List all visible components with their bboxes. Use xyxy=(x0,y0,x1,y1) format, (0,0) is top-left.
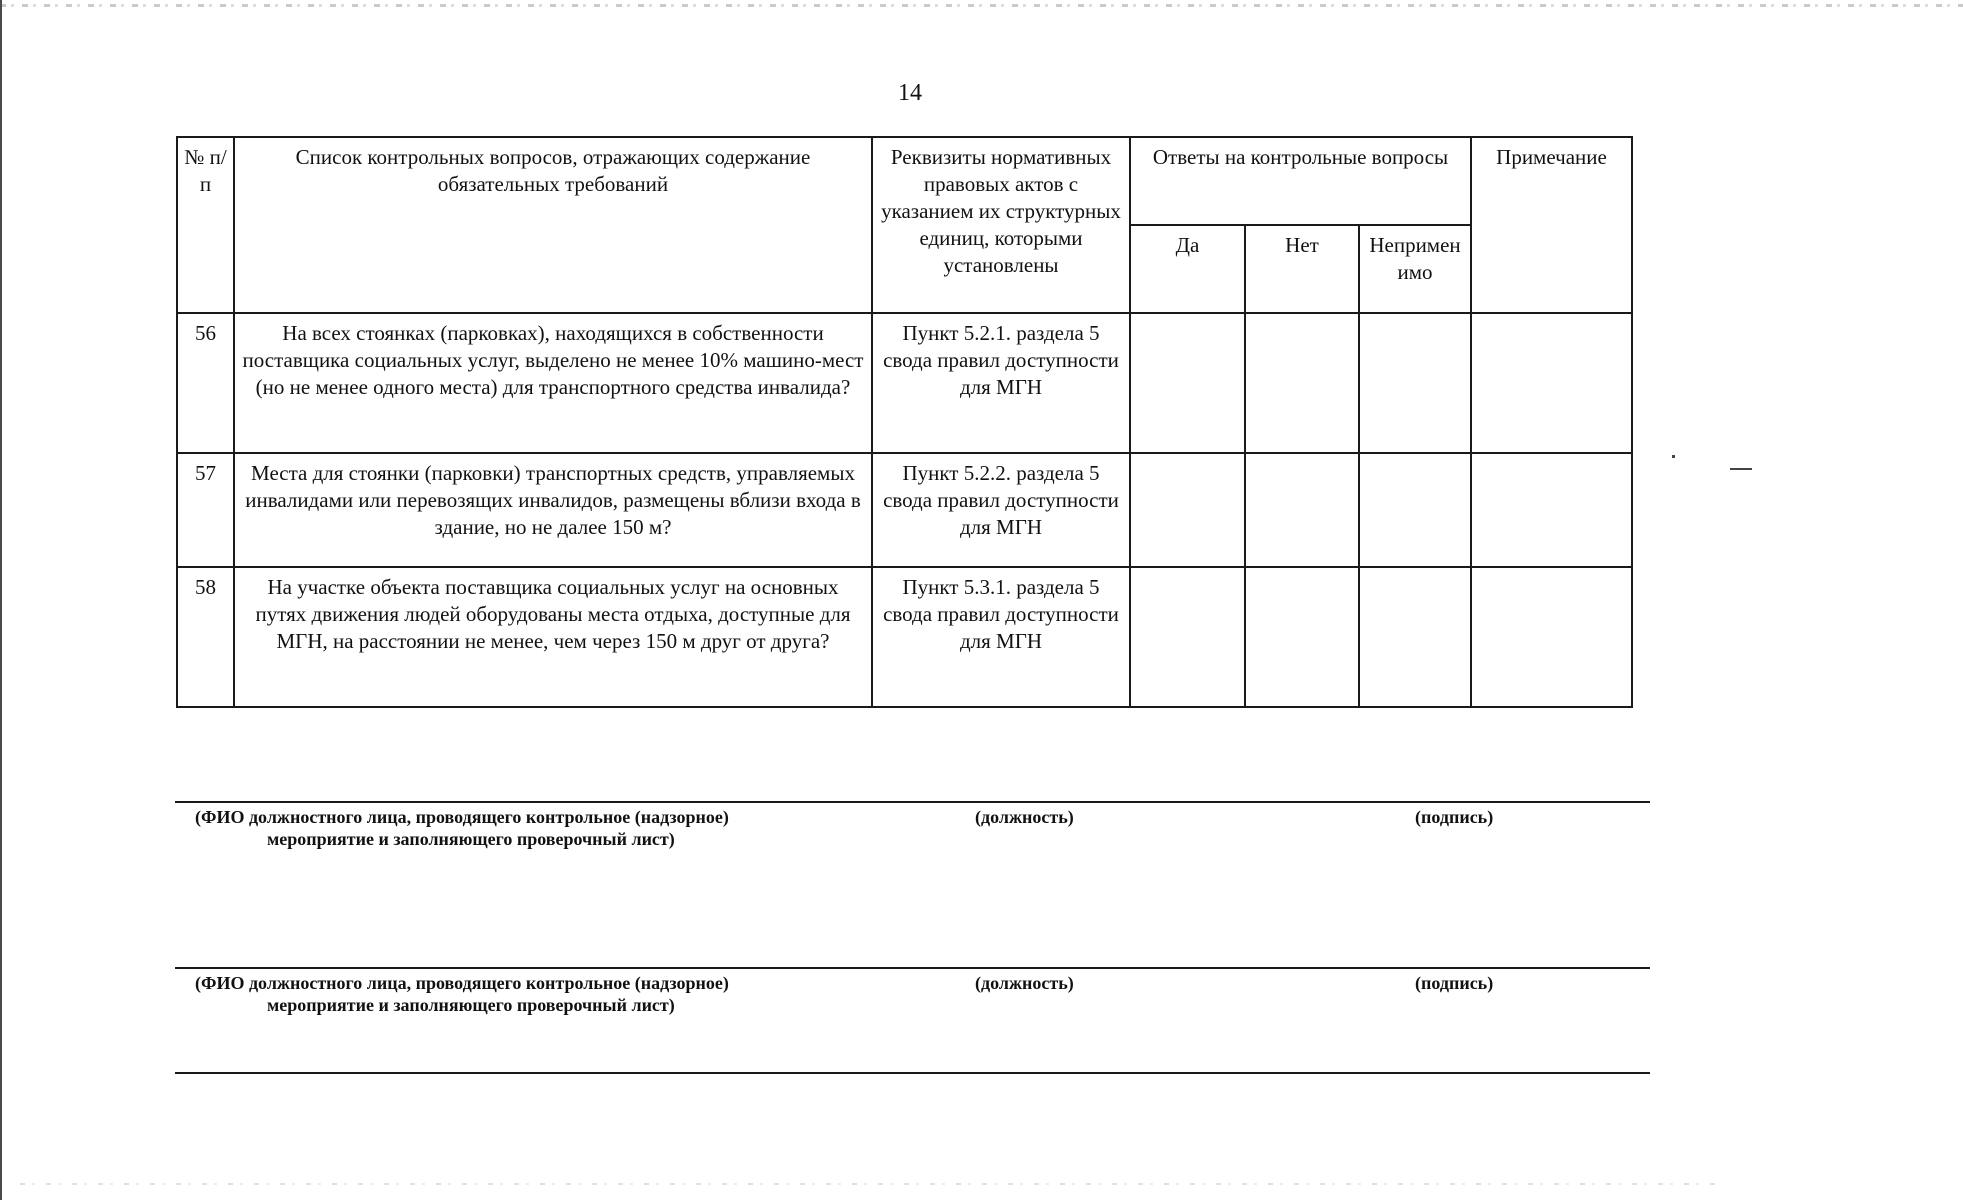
answer-yes-cell[interactable] xyxy=(1130,453,1245,567)
table-row xyxy=(177,567,1632,707)
signature-name-line1: (ФИО должностного лица, проводящего контрольное (надзорное) xyxy=(195,807,729,827)
answer-yes-cell[interactable] xyxy=(1130,313,1245,453)
answer-yes-cell[interactable] xyxy=(1130,567,1245,707)
scan-speck xyxy=(1672,455,1675,458)
table-row xyxy=(177,313,1632,453)
note-cell[interactable] xyxy=(1471,567,1632,707)
signature-line xyxy=(175,967,1650,969)
page-number: 14 xyxy=(898,80,922,106)
header-answers: Ответы на контрольные вопросы xyxy=(1130,137,1471,225)
row-requisite: Пункт 5.3.1. раздела 5 свода правил доступности для МГН xyxy=(872,567,1130,707)
scan-edge-left xyxy=(0,0,2,1200)
row-number: 58 xyxy=(177,567,234,707)
header-answer-yes: Да xyxy=(1130,225,1245,313)
answer-no-cell[interactable] xyxy=(1245,567,1359,707)
checklist-table xyxy=(176,136,1633,708)
header-row xyxy=(177,137,1632,225)
note-cell[interactable] xyxy=(1471,313,1632,453)
header-num: № п/п xyxy=(177,137,234,313)
row-requisite: Пункт 5.2.1. раздела 5 свода правил доступности для МГН xyxy=(872,313,1130,453)
signature-name-line2: мероприятие и заполняющего проверочный лист) xyxy=(267,995,675,1015)
answer-no-cell[interactable] xyxy=(1245,453,1359,567)
signature-line xyxy=(175,801,1650,803)
row-question: На всех стоянках (парковках), находящихся в собственности поставщика социальных услуг, выделено не менее 10% машино-мест (но не менее одного места) для транспортного средства инвалида? xyxy=(234,313,872,453)
answer-na-cell[interactable] xyxy=(1359,453,1471,567)
row-number: 56 xyxy=(177,313,234,453)
scan-edge-top xyxy=(0,4,1963,7)
signature-name-caption xyxy=(195,972,835,1016)
note-cell[interactable] xyxy=(1471,453,1632,567)
signature-sign-caption: (подпись) xyxy=(1415,807,1494,827)
scan-speck xyxy=(1730,468,1752,470)
header-answer-na-text: Неприменимо xyxy=(1369,233,1461,284)
answer-na-cell[interactable] xyxy=(1359,313,1471,453)
signature-name-line2: мероприятие и заполняющего проверочный лист) xyxy=(267,829,675,849)
header-questions: Список контрольных вопросов, отражающих содержание обязательных требований xyxy=(234,137,872,313)
header-requisites-cell xyxy=(872,137,1130,313)
header-answer-no: Нет xyxy=(1245,225,1359,313)
scan-edge-bottom xyxy=(20,1183,1720,1185)
bottom-rule xyxy=(175,1072,1650,1074)
answer-no-cell[interactable] xyxy=(1245,313,1359,453)
signature-sign-caption: (подпись) xyxy=(1415,973,1494,993)
table-row xyxy=(177,453,1632,567)
answer-na-cell[interactable] xyxy=(1359,567,1471,707)
signature-position-caption: (должность) xyxy=(975,807,1074,827)
header-answer-na xyxy=(1359,225,1471,313)
row-number: 57 xyxy=(177,453,234,567)
header-note: Примечание xyxy=(1471,137,1632,313)
row-question: На участке объекта поставщика социальных услуг на основных путях движения людей оборудованы места отдыха, доступные для МГН, на расстоянии не менее, чем через 150 м друг от друга? xyxy=(234,567,872,707)
signature-name-caption xyxy=(195,806,835,850)
signature-name-line1: (ФИО должностного лица, проводящего контрольное (надзорное) xyxy=(195,973,729,993)
signature-position-caption: (должность) xyxy=(975,973,1074,993)
row-question: Места для стоянки (парковки) транспортных средств, управляемых инвалидами или перевозящих инвалидов, размещены вблизи входа в здание, но не далее 150 м? xyxy=(234,453,872,567)
row-requisite: Пункт 5.2.2. раздела 5 свода правил доступности для МГН xyxy=(872,453,1130,567)
header-requisites: Реквизиты нормативных правовых актов с указанием их структурных единиц, которыми установлены xyxy=(881,145,1121,277)
